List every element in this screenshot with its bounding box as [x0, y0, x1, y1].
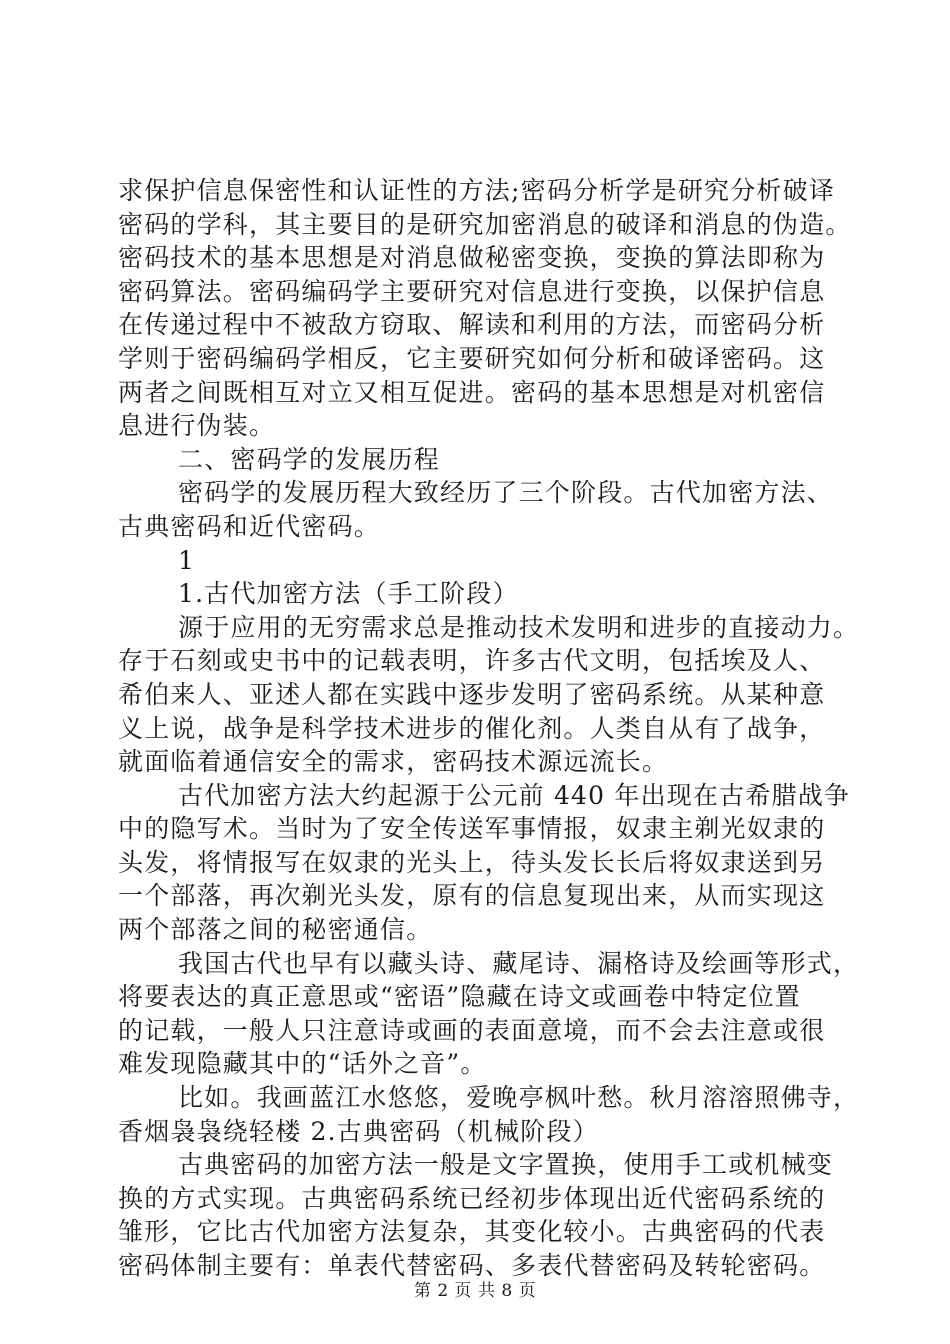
text-line: 一个部落，再次剃光头发，原有的信息复现出来，从而实现这 — [118, 881, 826, 911]
text-line: 在传递过程中不被敌方窃取、解读和利用的方法，而密码分析 — [118, 310, 826, 340]
text-line: 求保护信息保密性和认证性的方法;密码分析学是研究分析破译 — [118, 176, 836, 205]
text-line: 息进行伪装。 — [118, 411, 276, 441]
text-line: 就面临着通信安全的需求，密码技术源远流长。 — [118, 747, 669, 777]
text-line: 义上说，战争是科学技术进步的催化剂。人类自从有了战争， — [118, 713, 826, 743]
text-line: 换的方式实现。古典密码系统已经初步体现出近代密码系统的 — [118, 1183, 826, 1213]
text-line: 两者之间既相互对立又相互促进。密码的基本思想是对机密信 — [118, 377, 826, 407]
text-line: 密码体制主要有：单表代替密码、多表代替密码及转轮密码。 — [118, 1251, 826, 1280]
text-line: 1 — [178, 545, 196, 575]
text-line: 难发现隐藏其中的“话外之音”。 — [118, 1049, 487, 1079]
text-line: 古代加密方法大约起源于公元前 440 年出现在古希腊战争 — [178, 780, 851, 810]
text-line: 我国古代也早有以藏头诗、藏尾诗、漏格诗及绘画等形式， — [178, 948, 860, 978]
text-line: 密码的学科，其主要目的是研究加密消息的破译和消息的伪造。 — [118, 209, 852, 239]
page-footer: 第 2 页 共 8 页 — [413, 1281, 537, 1301]
text-line: 1.古代加密方法（手工阶段） — [178, 579, 519, 609]
text-line: 的记载，一般人只注意诗或画的表面意境，而不会去注意或很 — [118, 1015, 826, 1045]
text-line: 二、密码学的发展历程 — [178, 444, 441, 474]
text-line: 比如。我画蓝江水悠悠，爱晚亭枫叶愁。秋月溶溶照佛寺， — [178, 1083, 860, 1113]
text-line: 学则于密码编码学相反，它主要研究如何分析和破译密码。这 — [118, 343, 826, 373]
text-line: 两个部落之间的秘密通信。 — [118, 915, 433, 945]
text-line: 密码算法。密码编码学主要研究对信息进行变换，以保护信息 — [118, 276, 826, 306]
text-line: 古典密码的加密方法一般是文字置换，使用手工或机械变 — [178, 1150, 834, 1180]
text-line: 密码技术的基本思想是对消息做秘密变换，变换的算法即称为 — [118, 243, 826, 273]
text-line: 头发，将情报写在奴隶的光头上，待头发长长后将奴隶送到另 — [118, 847, 826, 877]
text-line: 存于石刻或史书中的记载表明，许多古代文明，包括埃及人、 — [118, 646, 826, 676]
text-line: 中的隐写术。当时为了安全传送军事情报，奴隶主剃光奴隶的 — [118, 814, 826, 844]
text-line: 密码学的发展历程大致经历了三个阶段。古代加密方法、 — [178, 478, 834, 508]
text-line: 源于应用的无穷需求总是推动技术发明和进步的直接动力。 — [178, 612, 860, 642]
text-line: 雏形，它比古代加密方法复杂，其变化较小。古典密码的代表 — [118, 1217, 826, 1247]
text-line: 古典密码和近代密码。 — [118, 511, 381, 541]
text-line: 香烟袅袅绕轻楼 2.古典密码（机械阶段） — [118, 1116, 599, 1146]
text-line: 希伯来人、亚述人都在实践中逐步发明了密码系统。从某种意 — [118, 679, 826, 709]
document-body — [118, 174, 860, 1283]
text-line: 将要表达的真正意思或“密语”隐藏在诗文或画卷中特定位置 — [118, 982, 801, 1012]
